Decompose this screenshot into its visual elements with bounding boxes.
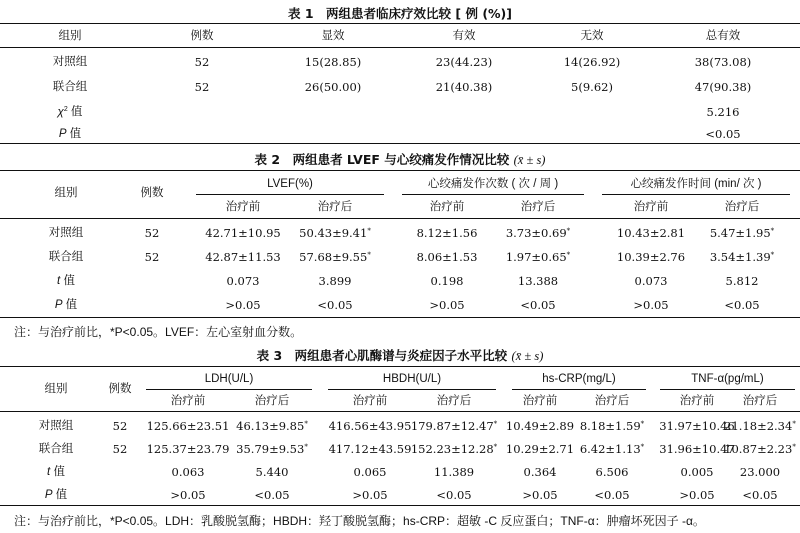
table1-cell: 15(28.85) bbox=[304, 55, 362, 69]
table3-cell: <0.05 bbox=[436, 488, 472, 502]
table1-cell: 38(73.08) bbox=[694, 55, 752, 69]
table2-cell: >0.05 bbox=[633, 298, 669, 312]
table1-chi-label: $\chi^2$ 值 bbox=[57, 106, 83, 118]
table2-bottom-rule bbox=[0, 317, 800, 318]
table2-cell: 52 bbox=[144, 226, 160, 240]
table3-cell: 52 bbox=[112, 442, 128, 456]
table3-cell: 0.005 bbox=[680, 465, 714, 479]
table3-group-header: LDH(U/L) bbox=[204, 373, 254, 385]
table3-header-group: 组别 bbox=[44, 383, 68, 395]
table1-header-cell: 例数 bbox=[190, 30, 214, 42]
table1-bottom-rule bbox=[0, 143, 800, 144]
table3-header-n: 例数 bbox=[108, 383, 132, 395]
table3-cell: 5.440 bbox=[255, 465, 289, 479]
table3-caption-suffix: (x̄ ± s) bbox=[511, 349, 544, 363]
table3-group-header: HBDH(U/L) bbox=[382, 373, 442, 385]
table3-sub-header: 治疗后 bbox=[254, 395, 290, 407]
table3-cell: 31.96±10.47 bbox=[659, 442, 735, 456]
table2-cell: 1.97±0.65* bbox=[505, 250, 571, 264]
table1-cell: 21(40.38) bbox=[435, 80, 493, 94]
table2-cell: 10.43±2.81 bbox=[616, 226, 686, 240]
table3-cell: >0.05 bbox=[352, 488, 388, 502]
table3-note: 注：与治疗前比，*P<0.05。LDH：乳酸脱氢酶；HBDH：羟丁酸脱氢酶；hs-CRP：超敏 -C 反应蛋白；TNF-α：肿瘤坏死因子 -α。 bbox=[14, 514, 705, 528]
table1-cell: 52 bbox=[194, 80, 210, 94]
table3-cell: 6.42±1.13* bbox=[579, 442, 645, 456]
table3-header-rule bbox=[0, 411, 800, 412]
table3-cell: 11.389 bbox=[433, 465, 475, 479]
table2-cell: 5.47±1.95* bbox=[709, 226, 775, 240]
table3-cell: 416.56±43.95 bbox=[328, 419, 412, 433]
table3-cell: 8.18±1.59* bbox=[579, 419, 645, 433]
table3-group-underline bbox=[660, 389, 795, 390]
table3-cell: 10.49±2.89 bbox=[505, 419, 575, 433]
table2-header-n: 例数 bbox=[140, 187, 164, 199]
table3-cell: 125.37±23.79 bbox=[146, 442, 230, 456]
table1-p-label: P 值 bbox=[58, 128, 82, 140]
table3-cell: 125.66±23.51 bbox=[146, 419, 230, 433]
table2-group-header: 心绞痛发作时间 (min/ 次 ) bbox=[630, 178, 762, 190]
table2-cell: <0.05 bbox=[520, 298, 556, 312]
table2-cell: 0.073 bbox=[226, 274, 260, 288]
table1-header-cell: 无效 bbox=[580, 30, 604, 42]
table3-cell: 0.065 bbox=[353, 465, 387, 479]
table3-cell: 6.506 bbox=[595, 465, 629, 479]
table2-group-underline bbox=[602, 194, 790, 195]
table3-cell: 46.13±9.85* bbox=[236, 419, 308, 433]
table1-cell: 26(50.00) bbox=[304, 80, 362, 94]
table3-sub-header: 治疗前 bbox=[170, 395, 206, 407]
table3-cell: >0.05 bbox=[170, 488, 206, 502]
table2-cell: >0.05 bbox=[225, 298, 261, 312]
table1-chi-value: 5.216 bbox=[706, 105, 740, 119]
table3-cell: 52 bbox=[112, 419, 128, 433]
table1-header-cell: 显效 bbox=[321, 30, 345, 42]
table2-caption-suffix: (x̄ ± s) bbox=[513, 153, 546, 167]
table2-cell: >0.05 bbox=[429, 298, 465, 312]
table3-sub-header: 治疗前 bbox=[352, 395, 388, 407]
table2-top-rule bbox=[0, 170, 800, 171]
table2-cell: 10.39±2.76 bbox=[616, 250, 686, 264]
table2-cell: 8.06±1.53 bbox=[416, 250, 478, 264]
table1-caption: 表 1 两组患者临床疗效比较 [ 例 (%)] bbox=[288, 6, 512, 21]
table2-caption bbox=[0, 150, 800, 168]
table2-sub-header: 治疗后 bbox=[520, 201, 556, 213]
table1-header-cell: 有效 bbox=[452, 30, 476, 42]
table1-p-value: <0.05 bbox=[705, 127, 741, 141]
table2-cell: 42.71±10.95 bbox=[205, 226, 281, 240]
table1-header-cell: 组别 bbox=[58, 30, 82, 42]
table3-cell: 0.063 bbox=[171, 465, 205, 479]
table3-cell: 10.87±2.23* bbox=[724, 442, 796, 456]
table3-cell: 联合组 bbox=[38, 443, 74, 455]
table2-cell: 42.87±11.53 bbox=[205, 250, 281, 264]
table2-header-group: 组别 bbox=[54, 187, 78, 199]
table3-cell: 10.29±2.71 bbox=[505, 442, 575, 456]
table3-cell: <0.05 bbox=[594, 488, 630, 502]
table1-cell: 5(9.62) bbox=[571, 80, 613, 94]
table2-cell: 3.899 bbox=[318, 274, 352, 288]
table2-sub-header: 治疗前 bbox=[225, 201, 261, 213]
table2-cell: 13.388 bbox=[517, 274, 559, 288]
table2-group-underline bbox=[402, 194, 584, 195]
table3-cell: 对照组 bbox=[38, 420, 74, 432]
table2-cell: <0.05 bbox=[317, 298, 353, 312]
table3-sub-header: 治疗后 bbox=[436, 395, 472, 407]
table1-cell: 52 bbox=[194, 55, 210, 69]
table3-cell: >0.05 bbox=[679, 488, 715, 502]
table3-cell: 21.18±2.34* bbox=[724, 419, 796, 433]
table1-top-rule bbox=[0, 23, 800, 24]
table3-caption bbox=[0, 346, 800, 364]
table3-sub-header: 治疗前 bbox=[522, 395, 558, 407]
table2-sub-header: 治疗前 bbox=[429, 201, 465, 213]
table3-group-underline bbox=[328, 389, 496, 390]
table3-cell: 152.23±12.28* bbox=[410, 442, 498, 456]
table3-cell: <0.05 bbox=[742, 488, 778, 502]
table2-header-rule bbox=[0, 218, 800, 219]
table2-group-header: 心绞痛发作次数 ( 次 / 周 ) bbox=[427, 178, 559, 190]
table2-cell: 联合组 bbox=[48, 251, 84, 263]
table3-group-underline bbox=[146, 389, 312, 390]
table2-sub-header: 治疗后 bbox=[724, 201, 760, 213]
table2-group-header: LVEF(%) bbox=[267, 178, 313, 190]
table2-cell: t 值 bbox=[57, 275, 75, 287]
table3-sub-header: 治疗后 bbox=[742, 395, 778, 407]
table3-sub-header: 治疗后 bbox=[594, 395, 630, 407]
table3-cell: 23.000 bbox=[739, 465, 781, 479]
table2-cell: 57.68±9.55* bbox=[299, 250, 371, 264]
table3-sub-header: 治疗前 bbox=[679, 395, 715, 407]
table2-cell: 对照组 bbox=[48, 227, 84, 239]
table2-sub-header: 治疗前 bbox=[633, 201, 669, 213]
table3-cell: t 值 bbox=[47, 466, 65, 478]
table1-cell: 对照组 bbox=[52, 56, 88, 68]
table3-cell: <0.05 bbox=[254, 488, 290, 502]
table2-sub-header: 治疗后 bbox=[317, 201, 353, 213]
table1-header-cell: 总有效 bbox=[705, 30, 741, 42]
table2-cell: 3.73±0.69* bbox=[505, 226, 571, 240]
table3-cell: 0.364 bbox=[523, 465, 557, 479]
table2-cell: 5.812 bbox=[725, 274, 759, 288]
table1-cell: 联合组 bbox=[52, 81, 88, 93]
table3-cell: 417.12±43.59 bbox=[328, 442, 412, 456]
table2-cell: 50.43±9.41* bbox=[299, 226, 371, 240]
table1-header-rule bbox=[0, 47, 800, 48]
table2-cell: 8.12±1.56 bbox=[416, 226, 478, 240]
table3-cell: 35.79±9.53* bbox=[236, 442, 308, 456]
table1-cell: 23(44.23) bbox=[435, 55, 493, 69]
table1-cell: 14(26.92) bbox=[563, 55, 621, 69]
table2-cell: 0.198 bbox=[430, 274, 464, 288]
table2-cell: 3.54±1.39* bbox=[709, 250, 775, 264]
table2-caption-text: 表 2 两组患者 LVEF 与心绞痛发作情况比较 bbox=[254, 152, 510, 167]
table2-note: 注：与治疗前比，*P<0.05。LVEF：左心室射血分数。 bbox=[14, 325, 303, 339]
table2-cell: 0.073 bbox=[634, 274, 668, 288]
table3-group-header: TNF-α(pg/mL) bbox=[691, 373, 764, 385]
table3-bottom-rule bbox=[0, 505, 800, 506]
table2-cell: P 值 bbox=[54, 299, 78, 311]
table3-cell: P 值 bbox=[44, 489, 68, 501]
table1-cell: 47(90.38) bbox=[694, 80, 752, 94]
table3-group-underline bbox=[512, 389, 646, 390]
table3-cell: >0.05 bbox=[522, 488, 558, 502]
table2-cell: 52 bbox=[144, 250, 160, 264]
table2-group-underline bbox=[196, 194, 384, 195]
table3-cell: 31.97±10.46 bbox=[659, 419, 735, 433]
table3-cell: 179.87±12.47* bbox=[410, 419, 498, 433]
table3-group-header: hs-CRP(mg/L) bbox=[542, 373, 616, 385]
table3-top-rule bbox=[0, 366, 800, 367]
table2-cell: <0.05 bbox=[724, 298, 760, 312]
table3-caption-text: 表 3 两组患者心肌酶谱与炎症因子水平比较 bbox=[256, 348, 508, 363]
